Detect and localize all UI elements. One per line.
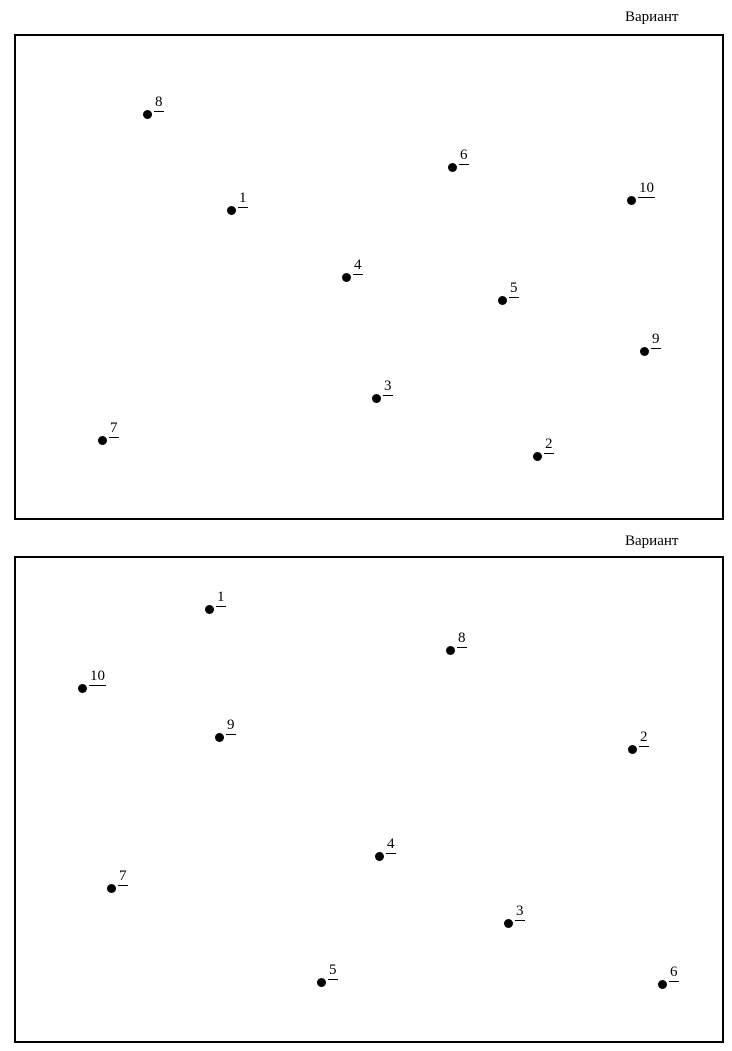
point-marker [533, 452, 542, 461]
point-label: 7 [119, 868, 127, 884]
point-marker [317, 978, 326, 987]
point-marker [107, 884, 116, 893]
point-label: 10 [639, 180, 654, 196]
point-label: 3 [516, 903, 524, 919]
point-label: 2 [545, 436, 553, 452]
point-label: 1 [217, 589, 225, 605]
point-label: 2 [640, 729, 648, 745]
point-marker [448, 163, 457, 172]
point-marker [504, 919, 513, 928]
point-label: 4 [354, 257, 362, 273]
point-marker [375, 852, 384, 861]
point-label: 6 [670, 964, 678, 980]
point-marker [342, 273, 351, 282]
point-marker [628, 745, 637, 754]
point-label: 1 [239, 190, 247, 206]
point-marker [143, 110, 152, 119]
point-label: 3 [384, 378, 392, 394]
point-marker [658, 980, 667, 989]
point-marker [98, 436, 107, 445]
point-marker [227, 206, 236, 215]
point-marker [78, 684, 87, 693]
point-marker [446, 646, 455, 655]
point-marker [205, 605, 214, 614]
point-label: 7 [110, 420, 118, 436]
point-label: 4 [387, 836, 395, 852]
variant-panel-2 [14, 556, 724, 1043]
point-marker [498, 296, 507, 305]
point-label: 5 [329, 962, 337, 978]
variant-label-1: Вариант [625, 9, 679, 25]
point-marker [627, 196, 636, 205]
point-marker [372, 394, 381, 403]
point-marker [640, 347, 649, 356]
point-label: 9 [227, 717, 235, 733]
point-marker [215, 733, 224, 742]
variant-label-2: Вариант [625, 533, 679, 549]
point-label: 5 [510, 280, 518, 296]
point-label: 10 [90, 668, 105, 684]
point-label: 9 [652, 331, 660, 347]
variant-panel-1 [14, 34, 724, 520]
point-label: 8 [155, 94, 163, 110]
point-label: 8 [458, 630, 466, 646]
point-label: 6 [460, 147, 468, 163]
